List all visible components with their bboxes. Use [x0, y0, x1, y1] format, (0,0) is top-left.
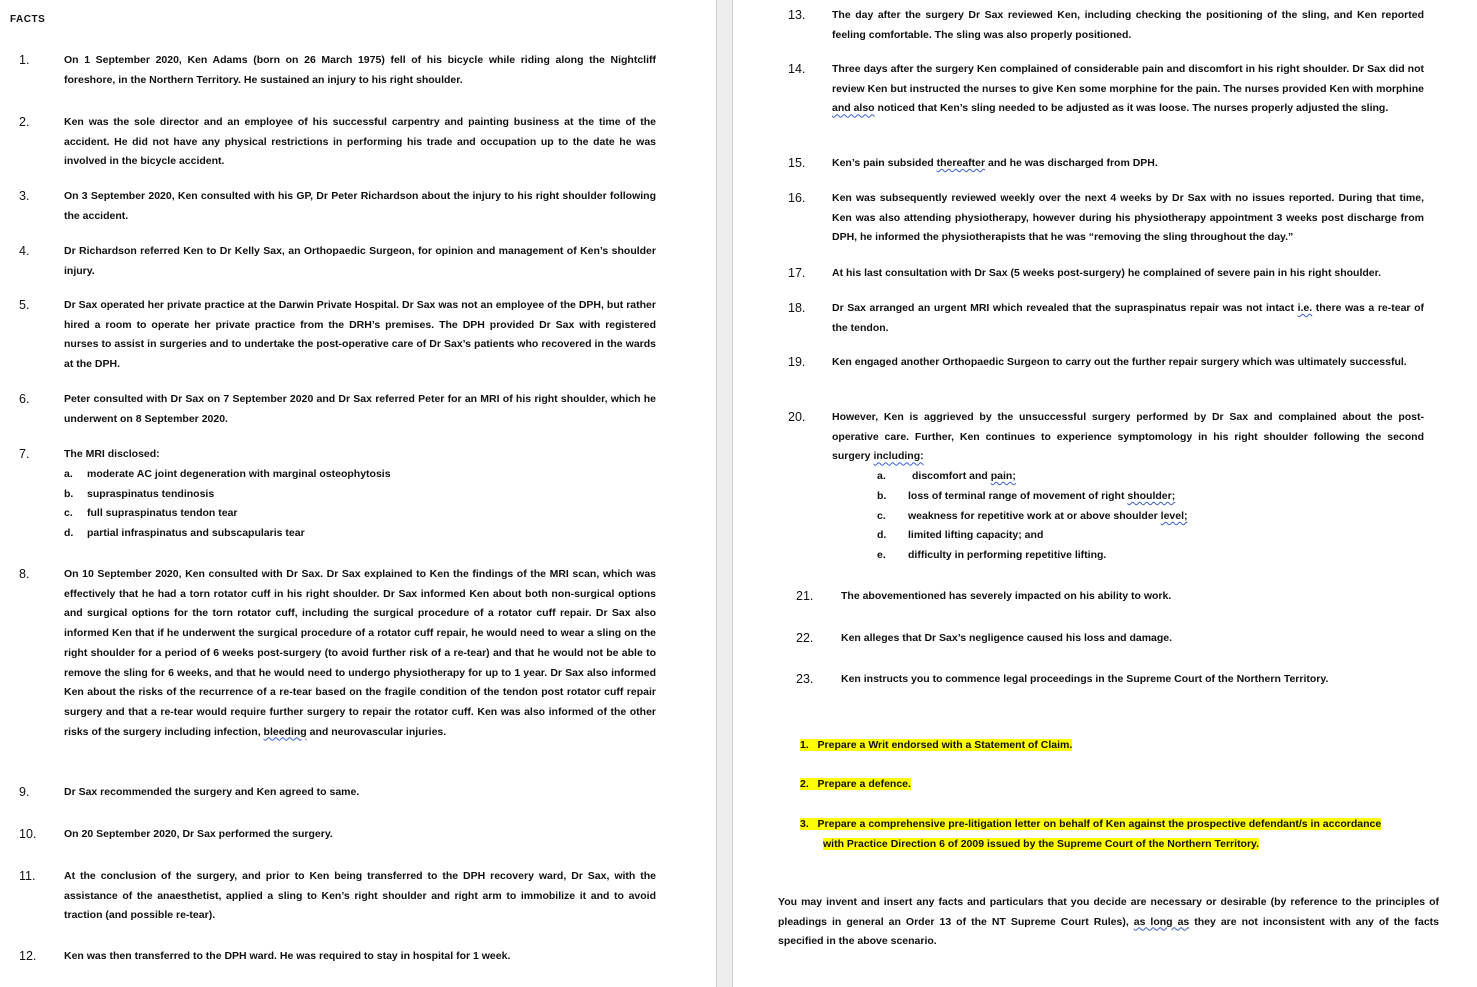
item-number: 20.	[788, 410, 806, 424]
item-number: 14.	[788, 62, 806, 76]
item-number: 21.	[796, 589, 814, 603]
item-number: 18.	[788, 301, 806, 315]
fact-paragraph: Dr Sax recommended the surgery and Ken agreed to same.	[64, 786, 360, 798]
fact-paragraph: Dr Sax arranged an urgent MRI which revealed that the supraspinatus repair was not intact i.e. there was a re-tear of the tendon.	[832, 302, 1425, 334]
fact-paragraph: Ken alleges that Dr Sax’s negligence caused his loss and damage.	[841, 632, 1173, 644]
symptom-item: c. weakness for repetitive work at or above shoulder level;	[877, 510, 1188, 522]
fact-paragraph: Dr Richardson referred Ken to Dr Kelly Sax, an Orthopaedic Surgeon, for opinion and management of Ken’s shoulder injury.	[64, 245, 656, 277]
task-defence: 2. Prepare a defence.	[800, 778, 911, 790]
item-number: 4.	[19, 244, 30, 258]
item-number: 22.	[796, 631, 814, 645]
fact-paragraph: Ken was subsequently reviewed weekly over the next 4 weeks by Dr Sax with no issues reported. During that time, Ken was also attending physiotherapy, however during his physiotherapy appointment 3 weeks post discharge from DPH, he informed the physiotherapists that he was “removing the sling throughout the day.”	[832, 192, 1424, 244]
item-number: 9.	[19, 785, 30, 799]
fact-paragraph: On 1 September 2020, Ken Adams (born on 26 March 1975) fell of his bicycle while riding along the Nightcliff foreshore, in the Northern Territory. He sustained an injury to his right shoulder.	[64, 54, 656, 86]
fact-paragraph: On 10 September 2020, Ken consulted with Dr Sax. Dr Sax explained to Ken the findings of the MRI scan, which was effectively that he had a torn rotator cuff in his right shoulder. Dr Sax informed Ken about both non-surgical options and surgical options for the torn rotator cuff, including the surgical procedure of a rotator cuff repair. Dr Sax also informed Ken that if he underwent the surgical procedure of a rotator cuff repair, he would need to wear a sling on the right shoulder for a period of 6 weeks post-surgery (to avoid further risk of a re-tear) and that he would not be able to remove the sling for 6 weeks, and that he would need to undergo physiotherapy for up to 1 year. Dr Sax also informed Ken about the risks of the recurrence of a re-tear based on the fragile condition of the tendon post rotator cuff repair surgery and that a re-tear would require further surgery to repair the rotator cuff. Ken was also informed of the other risks of the surgery including infection, bleeding and neurovascular injuries.	[64, 568, 656, 738]
fact-paragraph: Ken was then transferred to the DPH ward. He was required to stay in hospital for 1 week.	[64, 950, 511, 962]
item-number: 3.	[19, 189, 30, 203]
mri-finding: a. moderate AC joint degeneration with marginal osteophytosis	[64, 468, 391, 480]
item-number: 17.	[788, 266, 806, 280]
fact-paragraph: Ken engaged another Orthopaedic Surgeon to carry out the further repair surgery which was ultimately successful.	[832, 356, 1407, 368]
fact-paragraph: On 3 September 2020, Ken consulted with his GP, Dr Peter Richardson about the injury to his right shoulder following the accident.	[64, 190, 656, 222]
item-number: 10.	[19, 827, 37, 841]
fact-paragraph: The day after the surgery Dr Sax reviewed Ken, including checking the positioning of the sling, and Ken reported feeling comfortable. The sling was also properly positioned.	[832, 9, 1424, 41]
task-writ: 1. Prepare a Writ endorsed with a Statement of Claim.	[800, 739, 1073, 751]
fact-paragraph: Ken instructs you to commence legal proceedings in the Supreme Court of the Northern Territory.	[841, 673, 1329, 685]
facts-heading: FACTS	[10, 14, 46, 25]
item-number: 6.	[19, 392, 30, 406]
item-number: 15.	[788, 156, 806, 170]
item-number: 13.	[788, 8, 806, 22]
right-page	[733, 0, 1477, 987]
symptom-item: a. discomfort and pain;	[877, 470, 1016, 482]
item-number: 11.	[19, 869, 36, 883]
instructions-note: You may invent and insert any facts and particulars that you decide are necessary or desirable (by reference to the principles of pleadings in general an Order 13 of the NT Supreme Court Rules), as long as they are not inconsistent with any of the facts specified in the above scenario.	[778, 896, 1439, 948]
task-letter-continued: with Practice Direction 6 of 2009 issued by the Supreme Court of the Northern Territory.	[823, 838, 1260, 850]
task-letter: 3. Prepare a comprehensive pre-litigation letter on behalf of Ken against the prospective defendant/s in accordance	[800, 818, 1382, 830]
fact-paragraph: At the conclusion of the surgery, and prior to Ken being transferred to the DPH recovery ward, Dr Sax, with the assistance of the anaesthetist, applied a sling to Ken’s right shoulder and right arm to immobilize it and to avoid traction (and possible re-tear).	[64, 870, 656, 922]
item-number: 7.	[19, 447, 30, 461]
item-number: 19.	[788, 355, 806, 369]
fact-paragraph: At his last consultation with Dr Sax (5 weeks post-surgery) he complained of severe pain in his right shoulder.	[832, 267, 1382, 279]
item-number: 1.	[19, 53, 30, 67]
fact-paragraph: Ken’s pain subsided thereafter and he was discharged from DPH.	[832, 157, 1158, 169]
fact-paragraph: The MRI disclosed:	[64, 448, 160, 460]
fact-paragraph: However, Ken is aggrieved by the unsuccessful surgery performed by Dr Sax and complained about the post-operative care. Further, Ken continues to experience symptomology in his right shoulder following the second surgery including:	[832, 411, 1424, 463]
fact-paragraph: Ken was the sole director and an employee of his successful carpentry and painting business at the time of the accident. He did not have any physical restrictions in performing his trade and occupation up to the date he was involved in the bicycle accident.	[64, 116, 656, 168]
fact-paragraph: Peter consulted with Dr Sax on 7 September 2020 and Dr Sax referred Peter for an MRI of his right shoulder, which he underwent on 8 September 2020.	[64, 393, 656, 425]
page-gutter	[716, 0, 733, 987]
item-number: 2.	[19, 115, 30, 129]
mri-finding: b. supraspinatus tendinosis	[64, 488, 215, 500]
mri-finding: c. full supraspinatus tendon tear	[64, 507, 238, 519]
mri-finding: d. partial infraspinatus and subscapularis tear	[64, 527, 305, 539]
item-number: 12.	[19, 949, 37, 963]
symptom-item: d. limited lifting capacity; and	[877, 529, 1044, 541]
fact-paragraph: On 20 September 2020, Dr Sax performed the surgery.	[64, 828, 333, 840]
left-page	[0, 0, 716, 987]
item-number: 8.	[19, 567, 30, 581]
item-number: 23.	[796, 672, 814, 686]
symptom-item: b. loss of terminal range of movement of right shoulder;	[877, 490, 1176, 502]
fact-paragraph: Three days after the surgery Ken complained of considerable pain and discomfort in his right shoulder. Dr Sax did not review Ken but instructed the nurses to give Ken some morphine for the pain. The nurses provided Ken with morphine and also noticed that Ken’s sling needed to be adjusted as it was loose. The nurses properly adjusted the sling.	[832, 63, 1424, 115]
fact-paragraph: The abovementioned has severely impacted on his ability to work.	[841, 590, 1172, 602]
fact-paragraph: Dr Sax operated her private practice at the Darwin Private Hospital. Dr Sax was not an employee of the DPH, but rather hired a room to operate her private practice from the DRH’s premises. The DPH provided Dr Sax with registered nurses to assist in surgeries and to undertake the post-operative care of Dr Sax’s patients who recovered in the wards at the DPH.	[64, 299, 656, 371]
symptom-item: e. difficulty in performing repetitive lifting.	[877, 549, 1107, 561]
item-number: 16.	[788, 191, 806, 205]
item-number: 5.	[19, 298, 30, 312]
